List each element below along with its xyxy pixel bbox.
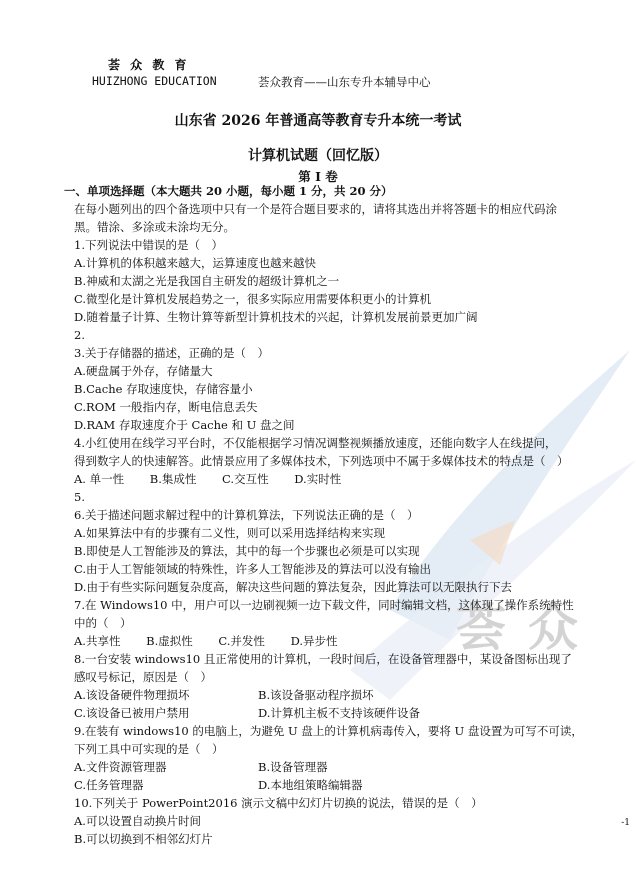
question-stem-line-2: 下列工具中可实现的是（ ） <box>74 742 224 756</box>
option-a: A.文件资源管理器 <box>74 760 167 774</box>
question-stem-line-1: 9.在装有 windows10 的电脑上，为避免 U 盘上的计算机病毒传入，要将 U 盘设置为可写不可读， <box>74 724 583 738</box>
question-stem: 10.下列关于 PowerPoint2016 演示文稿中幻灯片切换的说法，错误的是（ ） <box>74 796 483 810</box>
exam-content <box>64 182 622 848</box>
option-b: B.可以切换到不相邻幻灯片 <box>74 832 213 846</box>
options-row <box>74 470 622 488</box>
question-stem-line-2: 感叹号标记，原因是（ ） <box>74 670 212 684</box>
question-stem-line-1: 8.一台安装 windows10 且正常使用的计算机，一段时间后，在设备管理器中，某设备图标出现了 <box>74 652 572 666</box>
option-b: B.集成性 <box>149 472 197 486</box>
option-d: D.RAM 存取速度介于 Cache 和 U 盘之间 <box>74 418 295 432</box>
option-a: A.硬盘属于外存，存储量大 <box>74 364 213 378</box>
option-a: A.可以设置自动换片时间 <box>74 814 201 828</box>
option-b: B.设备管理器 <box>258 760 328 774</box>
instructions-line-1: 在每小题列出的四个备选项中只有一个是符合题目要求的，请将其选出并将答题卡的相应代码涂 <box>74 202 557 216</box>
options-row-1 <box>74 686 622 704</box>
exam-subtitle: 计算机试题（回忆版） <box>248 148 388 164</box>
volume-label: 第 I 卷 <box>298 169 338 184</box>
option-d: D.本地组策略编辑器 <box>258 778 363 792</box>
option-c: C.任务管理器 <box>74 778 144 792</box>
option-a: A.如果算法中有的步骤有二义性，则可以采用选择结构来实现 <box>74 526 385 540</box>
option-c: C.该设备已被用户禁用 <box>74 706 190 720</box>
section-heading: 一、单项选择题（本大题共 20 小题，每小题 1 分，共 20 分） <box>64 184 393 198</box>
option-b: B.神威和太湖之光是我国自主研发的超级计算机之一 <box>74 274 340 288</box>
question-1 <box>74 236 622 326</box>
brand-name-en: HUIZHONG EDUCATION <box>92 74 217 88</box>
question-10 <box>74 794 622 848</box>
option-b: B.该设备驱动程序损坏 <box>258 688 374 702</box>
question-stem: 6.关于描述问题求解过程中的计算机算法，下列说法正确的是（ ） <box>74 508 419 522</box>
question-stem-line-1: 4.小红使用在线学习平台时，不仅能根据学习情况调整视频播放速度，还能向数字人在线提问， <box>74 436 557 450</box>
question-stem: 3.关于存储器的描述，正确的是（ ） <box>74 346 269 360</box>
option-a: A.计算机的体积越来越大，运算速度也越来越快 <box>74 256 316 270</box>
option-a: A.该设备硬件物理损坏 <box>74 688 190 702</box>
question-stem-line-2: 中的（ ） <box>74 616 132 630</box>
question-stem: 1.下列说法中错误的是（ ） <box>74 238 223 252</box>
instructions-line-2: 黑。错涂、多涂或未涂均无分。 <box>74 220 235 234</box>
question-6 <box>74 506 622 596</box>
question-9 <box>74 722 622 794</box>
option-b: B.即使是人工智能涉及的算法，其中的每一个步骤也必须是可以实现 <box>74 544 420 558</box>
question-4 <box>74 434 622 488</box>
brand-subtitle: 荟众教育——山东专升本辅导中心 <box>258 75 431 89</box>
option-b: B.Cache 存取速度快，存储容量小 <box>74 382 253 396</box>
question-7 <box>74 596 622 650</box>
option-a: A. 单一性 <box>74 472 125 486</box>
options-row-2 <box>74 776 622 794</box>
option-c: C.并发性 <box>218 634 265 648</box>
option-a: A.共享性 <box>74 634 121 648</box>
option-d: D.异步性 <box>290 634 338 648</box>
option-d: D.随着量子计算、生物计算等新型计算机技术的兴起，计算机发展前景更加广阔 <box>74 310 478 324</box>
question-3 <box>74 344 622 434</box>
exam-title: 山东省 2026 年普通高等教育专升本统一考试 <box>174 113 462 129</box>
options-row-2 <box>74 704 622 722</box>
option-c: C.ROM 一般指内存，断电信息丢失 <box>74 400 258 414</box>
option-d: D.计算机主板不支持该硬件设备 <box>258 706 420 720</box>
question-stem-line-2: 得到数字人的快速解答。此情景应用了多媒体技术，下列选项中不属于多媒体技术的特点是（ ） <box>74 454 569 468</box>
option-d: D.实时性 <box>294 472 342 486</box>
options-row <box>74 632 622 650</box>
option-c: C.微型化是计算机发展趋势之一，很多实际应用需要体积更小的计算机 <box>74 292 432 306</box>
option-b: B.虚拟性 <box>146 634 193 648</box>
option-d: D.由于有些实际问题复杂度高，解决这些问题的算法复杂，因此算法可以无限执行下去 <box>74 580 512 594</box>
question-2-stem: 2. <box>74 328 85 342</box>
options-row-1 <box>74 758 622 776</box>
page-number: -1 <box>621 818 630 828</box>
question-5-stem: 5. <box>74 490 85 504</box>
watermark-text: 荟众 <box>456 598 600 657</box>
question-stem-line-1: 7.在 Windows10 中，用户可以一边刷视频一边下载文件，同时编辑文档，这体现了操作系统特性 <box>74 598 574 612</box>
option-c: C.交互性 <box>222 472 269 486</box>
question-8 <box>74 650 622 722</box>
brand-name-cn: 荟 众 教 育 <box>108 58 190 72</box>
option-c: C.由于人工智能领域的特殊性，许多人工智能涉及的算法可以没有输出 <box>74 562 432 576</box>
